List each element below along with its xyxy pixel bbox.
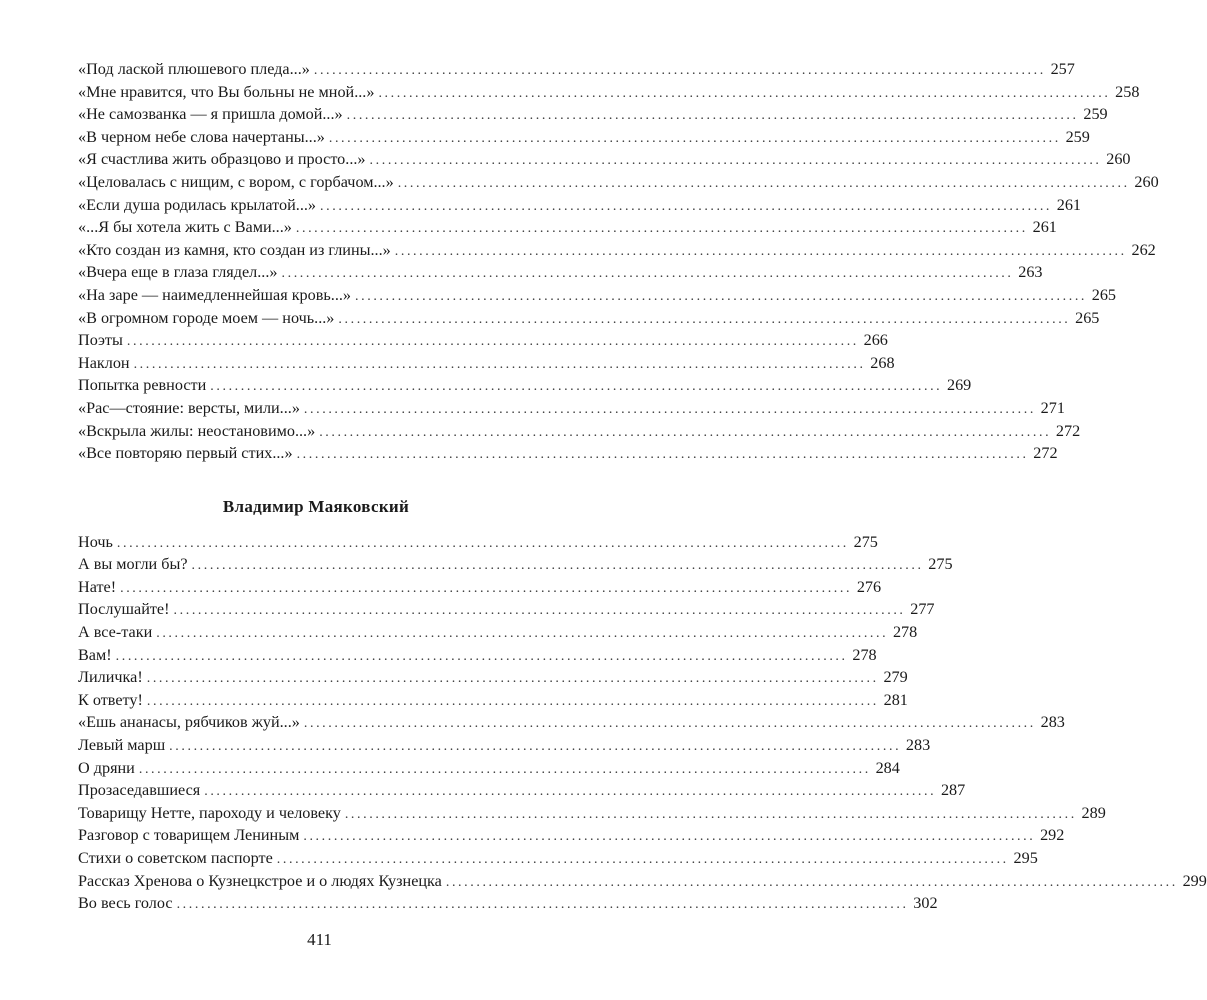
- toc-entry-page: 275: [853, 532, 878, 551]
- dot-leader: ........................................................................................................................: [156, 626, 889, 642]
- dot-leader: ........................................................................................................................: [313, 63, 1046, 78]
- toc-entry-title: Прозаседавшиеся: [78, 781, 201, 800]
- toc-entry-page: 262: [1131, 240, 1156, 259]
- dot-leader: ........................................................................................................................: [126, 334, 859, 350]
- toc-entry-page: 261: [1056, 195, 1082, 214]
- toc-entry-title: «Мне нравится, что Вы больны не мной...»: [78, 82, 375, 101]
- toc-entry-title: «В черном небе слова начертаны...»: [78, 127, 325, 146]
- dot-leader: ........................................................................................................................: [276, 852, 1009, 867]
- dot-leader: ........................................................................................................................: [138, 761, 871, 777]
- toc-entry-title: «На заре — наимедленнейшая кровь...»: [78, 285, 352, 304]
- toc-entry: [78, 689, 908, 712]
- toc-entry: [78, 216, 1057, 239]
- toc-entry-page: 295: [1013, 849, 1038, 867]
- dot-leader: ........................................................................................................................: [281, 266, 1014, 282]
- toc-entry-title: Вам!: [78, 645, 112, 664]
- dot-leader: ........................................................................................................................: [173, 603, 906, 619]
- dot-leader: ........................................................................................................................: [296, 447, 1029, 463]
- toc-entry-page: 272: [1055, 421, 1081, 440]
- dot-leader: ........................................................................................................................: [210, 379, 943, 395]
- toc-entry-page: 276: [856, 577, 882, 596]
- toc-entry-title: «Ешь ананасы, рябчиков жуй...»: [78, 713, 300, 732]
- dot-leader: ........................................................................................................................: [303, 829, 1036, 845]
- toc-entry: [78, 824, 1065, 847]
- toc-entry-page: 266: [863, 331, 888, 350]
- toc-entry-page: 259: [1083, 105, 1108, 124]
- toc-entry-title: А все-таки: [78, 623, 153, 642]
- dot-leader: ........................................................................................................................: [120, 580, 853, 596]
- toc-entry-title: «...Я бы хотела жить с Вами...»: [78, 218, 292, 237]
- toc-entry: [78, 126, 1090, 149]
- toc-entry: [78, 802, 1106, 825]
- toc-entry-page: 263: [1018, 263, 1043, 282]
- toc-entry-title: Товарищу Нетте, пароходу и человеку: [78, 803, 341, 822]
- toc-entry: [78, 621, 918, 644]
- toc-entry-title: Рассказ Хренова о Кузнецкстрое и о людях Кузнецка: [78, 871, 442, 890]
- toc-entry-title: Поэты: [78, 331, 123, 350]
- toc-entry: [78, 847, 1038, 870]
- toc-entry: [78, 374, 972, 397]
- dot-leader: ........................................................................................................................: [295, 221, 1028, 237]
- toc-entry-title: Послушайте!: [78, 600, 170, 619]
- dot-leader: ........................................................................................................................: [338, 311, 1071, 327]
- toc-entry: [78, 711, 1065, 734]
- toc-entry-page: 287: [940, 781, 966, 800]
- dot-leader: ........................................................................................................................: [115, 648, 848, 664]
- dot-leader: ........................................................................................................................: [176, 897, 909, 913]
- toc-entry-title: Наклон: [78, 353, 130, 372]
- toc-entry-page: 265: [1075, 308, 1100, 327]
- dot-leader: ........................................................................................................................: [346, 108, 1079, 124]
- toc-entry: [78, 58, 1075, 81]
- toc-entry-title: «Не самозванка — я пришла домой...»: [78, 105, 343, 124]
- toc-entry: [78, 870, 1207, 893]
- toc-entry-page: 279: [883, 668, 908, 687]
- toc-entry-page: 260: [1106, 150, 1131, 169]
- toc-entry: [78, 103, 1108, 126]
- dot-leader: ........................................................................................................................: [378, 85, 1111, 101]
- toc-entry-title: «Все повторяю первый стих...»: [78, 444, 293, 463]
- toc-entry: [78, 194, 1082, 217]
- toc-entry-page: 278: [852, 645, 877, 664]
- toc-entry-title: Нате!: [78, 577, 117, 596]
- toc-entry-title: Стихи о советском паспорте: [78, 849, 273, 867]
- page-number: 411: [307, 930, 332, 949]
- dot-leader: ........................................................................................................................: [319, 424, 1052, 440]
- toc-entry-page: 302: [913, 894, 938, 913]
- toc-entry: [78, 892, 938, 915]
- toc-entry: [78, 261, 1043, 284]
- toc-entry: [78, 442, 1058, 465]
- toc-entry: [78, 307, 1100, 330]
- toc-entry-title: «Рас—стояние: версты, мили...»: [78, 398, 300, 417]
- dot-leader: ........................................................................................................................: [116, 535, 849, 551]
- section-heading: Владимир Маяковский: [222, 496, 410, 516]
- toc-entry-page: 284: [875, 758, 900, 777]
- dot-leader: ........................................................................................................................: [397, 175, 1130, 191]
- toc-entry: [78, 553, 953, 576]
- toc-entry-title: «Вскрыла жилы: неостановимо...»: [78, 421, 316, 440]
- dot-leader: ........................................................................................................................: [191, 558, 924, 574]
- toc-entry-title: К ответу!: [78, 690, 143, 709]
- dot-leader: ........................................................................................................................: [169, 739, 902, 755]
- toc-entry-page: 283: [1040, 713, 1065, 732]
- dot-leader: ........................................................................................................................: [445, 874, 1178, 890]
- dot-leader: ........................................................................................................................: [355, 288, 1088, 304]
- toc-entry-title: «Если душа родилась крылатой...»: [78, 195, 317, 214]
- toc-list-mayakovsky: [78, 531, 1207, 915]
- toc-entry-title: Лиличка!: [78, 668, 143, 687]
- toc-entry-title: Попытка ревности: [78, 376, 207, 395]
- toc-entry: [78, 734, 931, 757]
- toc-entry-title: «В огромном городе моем — ночь...»: [78, 308, 335, 327]
- toc-entry-page: 272: [1033, 444, 1058, 463]
- toc-entry: [78, 598, 935, 621]
- toc-entry-title: «Кто создан из камня, кто создан из глины...»: [78, 240, 391, 259]
- toc-entry-page: 257: [1050, 60, 1075, 78]
- toc-entry-page: 278: [892, 623, 918, 642]
- toc-entry-title: Левый марш: [78, 736, 166, 755]
- dot-leader: ........................................................................................................................: [133, 356, 866, 372]
- toc-entry-page: 260: [1134, 172, 1159, 191]
- toc-entry: [78, 352, 895, 375]
- toc-entry-page: 269: [946, 376, 972, 395]
- toc-entry-page: 283: [905, 736, 931, 755]
- toc-entry-title: Во весь голос: [78, 894, 173, 913]
- toc-entry: [78, 81, 1140, 104]
- toc-entry: [78, 329, 888, 352]
- toc-entry: [78, 171, 1159, 194]
- toc-entry: [78, 284, 1117, 307]
- toc-entry: [78, 531, 878, 554]
- toc-entry-page: 275: [928, 555, 953, 574]
- dot-leader: ........................................................................................................................: [320, 198, 1053, 214]
- toc-entry-page: 268: [870, 353, 895, 372]
- toc-entry-title: «Я счастлива жить образцово и просто...»: [78, 150, 366, 169]
- toc-entry-page: 292: [1040, 826, 1065, 845]
- toc-entry: [78, 397, 1065, 420]
- toc-entry: [78, 576, 882, 599]
- dot-leader: ........................................................................................................................: [328, 130, 1061, 146]
- toc-entry-page: 265: [1091, 285, 1117, 304]
- dot-leader: ........................................................................................................................: [344, 806, 1077, 822]
- dot-leader: ........................................................................................................................: [394, 243, 1127, 259]
- toc-entry-page: 277: [910, 600, 935, 619]
- dot-leader: ........................................................................................................................: [146, 671, 879, 687]
- dot-leader: ........................................................................................................................: [146, 693, 879, 709]
- toc-entry-page: 289: [1081, 803, 1106, 822]
- toc-entry: [78, 644, 877, 667]
- toc-list-tsvetaeva: [78, 58, 1159, 465]
- toc-entry-title: А вы могли бы?: [78, 555, 188, 574]
- toc-entry-title: Разговор с товарищем Лениным: [78, 826, 300, 845]
- toc-entry-page: 299: [1182, 871, 1207, 890]
- toc-entry-title: Ночь: [78, 532, 113, 551]
- dot-leader: ........................................................................................................................: [369, 153, 1102, 169]
- toc-entry-title: «Вчера еще в глаза глядел...»: [78, 263, 278, 282]
- toc-entry-title: О дряни: [78, 758, 135, 777]
- dot-leader: ........................................................................................................................: [303, 401, 1036, 417]
- toc-entry-page: 261: [1032, 218, 1057, 237]
- toc-entry-title: «Под лаской плюшевого пледа...»: [78, 60, 310, 78]
- toc-entry: [78, 148, 1131, 171]
- toc-entry: [78, 420, 1081, 443]
- toc-entry-page: 281: [883, 690, 908, 709]
- toc-entry-title: «Целовалась с нищим, с вором, с горбачом...»: [78, 172, 394, 191]
- toc-entry: [78, 757, 900, 780]
- toc-entry: [78, 666, 908, 689]
- toc-entry: [78, 239, 1156, 262]
- toc-entry-page: 271: [1040, 398, 1065, 417]
- dot-leader: ........................................................................................................................: [204, 784, 937, 800]
- toc-entry-page: 259: [1065, 127, 1090, 146]
- toc-page: [78, 58, 1207, 915]
- toc-entry: [78, 779, 966, 802]
- toc-entry-page: 258: [1115, 82, 1140, 101]
- dot-leader: ........................................................................................................................: [303, 716, 1036, 732]
